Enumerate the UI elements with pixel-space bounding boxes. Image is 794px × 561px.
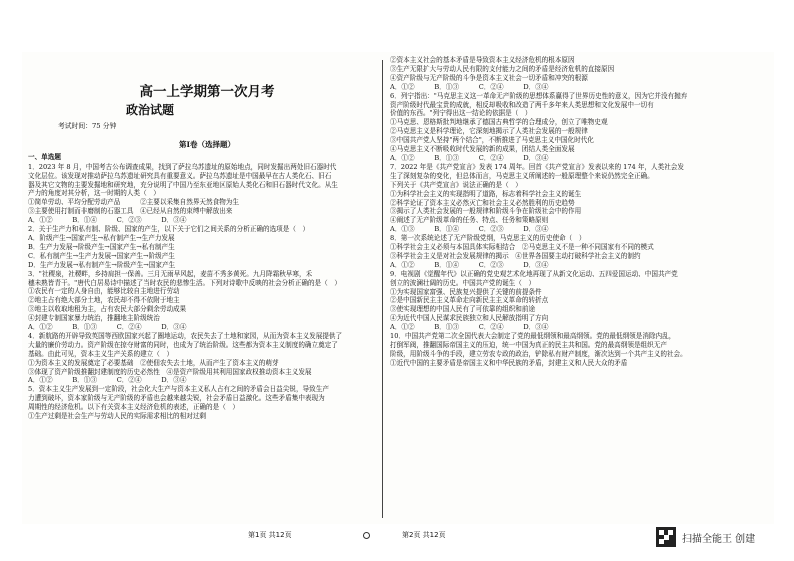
question-line: ①生产过剩是社会生产与劳动人民的实际需求相比的相对过剩 — [28, 412, 207, 421]
question-line: 6．列宁指出："马克思主义这一革命无产阶级的思想体系赢得了世界历史性的意义，因为它并没有抛弃 — [390, 91, 688, 100]
question-line: 生了深刻复杂的变化，但总体而言，马克思主义所阐述的一般原理整个来说仍然完全正确。 — [390, 171, 654, 180]
question-line: A．①② B．①④ C．②③ D．③④ — [390, 260, 549, 269]
question-line: 价值的东西。"列宁得出这一结论的依据是（ ） — [390, 109, 532, 118]
question-line: ①科学社会主义必须与本国具体实际相结合 ②马克思主义不是一种不同国家有不同的模式 — [390, 243, 654, 252]
question-line: ②马克思主义是科学理论，它深刻地揭示了人类社会发展的一般规律 — [390, 127, 588, 136]
question-line: A．①② B．①④ C．②③ D．③④ — [28, 216, 187, 225]
question-line: 大量的廉价劳动力。资产阶级在掠夺财富的同时，也成为了统治阶级。这些都为资本主义制度的确立奠定了 — [28, 340, 338, 349]
exam-time: 考试时间：75 分钟 — [58, 122, 117, 130]
question-line: ④为近代中国人民谋求民族独立和人民解放指明了方向 — [390, 314, 549, 323]
question-line: ②是中国新民主主义革命走向新民主主义革命的转折点 — [390, 296, 549, 305]
question-line: D．生产力发展→私有制产生→阶级产生→国家产生 — [28, 260, 176, 269]
question-line: 资产阶级时代最宝贵的成就，相反却吸收和改造了两千多年来人类思想和文化发展中一切有 — [390, 100, 654, 109]
question-line: 文化层位。该发现对推动萨拉乌苏遗址研究具有重要意义。萨拉乌苏遗址是中国最早在古人类化石、旧石 — [28, 171, 332, 180]
question-line: ①近代中国的主要矛盾是帝国主义和中华民族的矛盾，封建主义和人民大众的矛盾 — [390, 358, 628, 367]
right-column — [390, 56, 748, 368]
question-line: ①农民有一定的人身自由，能够比较自主地进行劳动 — [28, 287, 180, 296]
right-question-list — [390, 56, 748, 368]
question-line: A．①③ B．①④ C．②③ D．③④ — [390, 225, 549, 234]
question-line: ③主要使用打制而非磨制的石器工具 ④已经从自然的束缚中解放出来 — [28, 207, 233, 216]
question-line: 4．新航路的开辟导致英国等西欧国家兴起了圈地运动，农民失去了土地和家园，从而为资本主义发展提供了 — [28, 331, 343, 340]
question-line: 打倒军阀，推翻国际帝国主义的压迫，统一中国为真正的民主共和国。党的最高纲领是组织无产 — [390, 341, 667, 349]
question-line: 3．"社稷泉，社稷畔，乡持肩担一保善。三月无雨早风起，麦苗不秀多黄死。九月降霜秋早寒，禾 — [28, 269, 313, 278]
question-line: ④资产阶级与无产阶级的斗争是资本主义社会一切矛盾和冲突的根源 — [390, 73, 588, 82]
page-number-right: 第2页 共12页 — [402, 531, 446, 539]
question-line: A．①② B．①③ C．②④ D．③④ — [390, 82, 549, 91]
question-line: 阶级，用阶级斗争的手段，建立劳农专政的政治，铲除私有财产制度，渐次达到一个共产主义的社会。 — [390, 349, 687, 358]
question-line: 创立的波澜壮阔的历史。中国共产党的诞生（ ） — [390, 278, 536, 287]
question-line: 周期性的经济危机。以下有关资本主义经济危机的表述，正确的是（ ） — [28, 403, 239, 412]
question-line: ③科学社会主义是对社会发展规律的揭示 ④世界各国要主动打破科学社会主义的制约 — [390, 251, 641, 260]
question-line: ④封建专制国家暴力统治，推翻地主阶级统治 — [28, 314, 160, 323]
question-line: 2．关于生产力和私有制、阶级、国家的产生，以下关于它们之间关系的分析正确的选项是（ ） — [28, 225, 310, 234]
question-line: 穗未熟皆青干。"唐代白居易诗中描述了当时农民的悲惨生活。下列对诗歌中反映的社会分析正确的是（ ） — [28, 278, 341, 287]
question-line: A．①② B．①③ C．②④ D．③④ — [390, 153, 549, 162]
question-line: 下列关于《共产党宣言》说法正确的是（ ） — [390, 180, 522, 189]
question-line: ①简单劳动、平均分配劳动产品 ②主要以采集自然界天然食物为生 — [28, 198, 239, 207]
question-line: ③生产无限扩大与劳动人民有限的支付能力之间的矛盾是经济危机的直接原因 — [390, 64, 615, 73]
exam-title: 高一上学期第一次月考 — [139, 84, 275, 100]
scanner-label: 扫描全能王 创建 — [682, 533, 756, 545]
question-line: ②科学论证了资本主义必然灭亡和社会主义必然胜利的历史趋势 — [390, 198, 575, 207]
question-line: 力遭到破坏，资本家阶级与无产阶级的矛盾也会越来越尖锐，社会矛盾日益激化。这些矛盾集中表现为 — [28, 394, 325, 403]
question-line: A．①② B．①③ C．②④ D．③④ — [28, 376, 187, 385]
exam-subject: 政治试题 — [126, 103, 175, 117]
question-line: ③体现了资产阶级推翻封建制度的历史必然性 ④是资产阶级用其利用国家政权推动资本主义发展 — [28, 367, 312, 376]
question-line: ③地主以收取地租为主，占有农民大部分剩余劳动成果 — [28, 305, 187, 314]
left-column — [28, 52, 386, 421]
scanner-watermark — [656, 527, 755, 547]
question-line: 1．2023 年 8 月，中国考古公布调查成果，找到了萨拉乌苏遗址的原始地点，同时发掘出两处旧石器时代 — [28, 162, 337, 171]
section-heading: 第Ⅰ卷（选择题） — [178, 139, 235, 149]
question-line: 基础。由此可见，资本主义生产关系的建立（ ） — [28, 349, 174, 358]
question-line: ③中国共产党人坚持"两个结合"，不断推进了马克思主义中国化时代化 — [390, 136, 594, 145]
question-line: C．私有制产生→生产力发展→国家产生→阶级产生 — [28, 251, 175, 260]
question-line: ①为科学社会主义的实现指明了道路，标志着科学社会主义的诞生 — [390, 189, 582, 198]
question-line: 产力的角度对其分析，这一时期的人类（ ） — [28, 189, 160, 198]
question-line: ③使实现理想的中国人民有了可依靠的组织和前途 — [390, 305, 536, 314]
question-line: ④马克思主义不断吸收时代发展的新的成果，团结人类全面发展 — [390, 145, 575, 154]
left-question-list — [28, 163, 386, 421]
question-line: 8．第一次系统论述了无产阶级党纲，马克思主义的历史使命（ ） — [390, 234, 586, 243]
question-line: A．①② B．①③ C．②④ D．③④ — [28, 323, 187, 332]
question-line: ①为实现国家富强、民族复兴提供了关键的前提条件 — [390, 287, 542, 296]
section-subheading: 一、单选题 — [28, 152, 61, 161]
center-mark — [363, 532, 370, 539]
page-number-left: 第1页 共12页 — [248, 531, 292, 539]
question-line: 器及其它文物的主要发掘地和研究地，充分说明了中国乃至东亚地区原始人类化石和旧石器时代文化。从生 — [28, 180, 338, 189]
question-line: A．①② B．①③ C．②④ D．③④ — [390, 323, 549, 332]
question-line: ②资本主义社会的基本矛盾是导致资本主义经济危机的根本原因 — [390, 56, 575, 64]
exam-sheet — [22, 52, 774, 524]
question-line: ②地主占有绝大部分土地，农民却不得不依附于地主 — [28, 296, 180, 305]
question-line: ①马克思、恩格斯批判地继承了德国古典哲学的合理成分，创立了唯物史观 — [390, 118, 608, 127]
question-line: ④阐述了无产阶级革命的任务、特点、任务和策略原则 — [390, 216, 549, 225]
column-divider — [382, 60, 383, 518]
question-line: ③揭示了人类社会发展的一般规律和阶级斗争在阶级社会中的作用 — [390, 207, 582, 216]
question-line: ①为资本主义的发展奠定了必要基础 ②使佃农失去土地，从而产生了资本主义的萌芽 — [28, 358, 279, 367]
question-line: B．生产力发展→阶级产生→国家产生→私有制产生 — [28, 242, 175, 251]
qr-code-icon — [656, 527, 676, 547]
question-line: 9．电视剧《觉醒年代》以正确的党史观艺术化地再现了从新文化运动、五四爱国运动、中国共产党 — [390, 269, 678, 278]
question-line: A．阶级产生→国家产生→私有制产生→生产力发展 — [28, 233, 175, 242]
question-line: 5．资本主义生产发展到一定阶段，社会化大生产与资本主义私人占有之间的矛盾会日益尖锐，导致生产 — [28, 385, 329, 394]
question-line: 7．2022 年是《共产党宣言》发表 174 周年。回首《共产党宣言》发表以来的 174 年，人类社会发 — [390, 162, 684, 171]
question-line: 10．中国共产党第二次全国代表大会制定了党的最低纲领和最高纲领。党的最低纲领是消除内乱， — [390, 332, 676, 341]
